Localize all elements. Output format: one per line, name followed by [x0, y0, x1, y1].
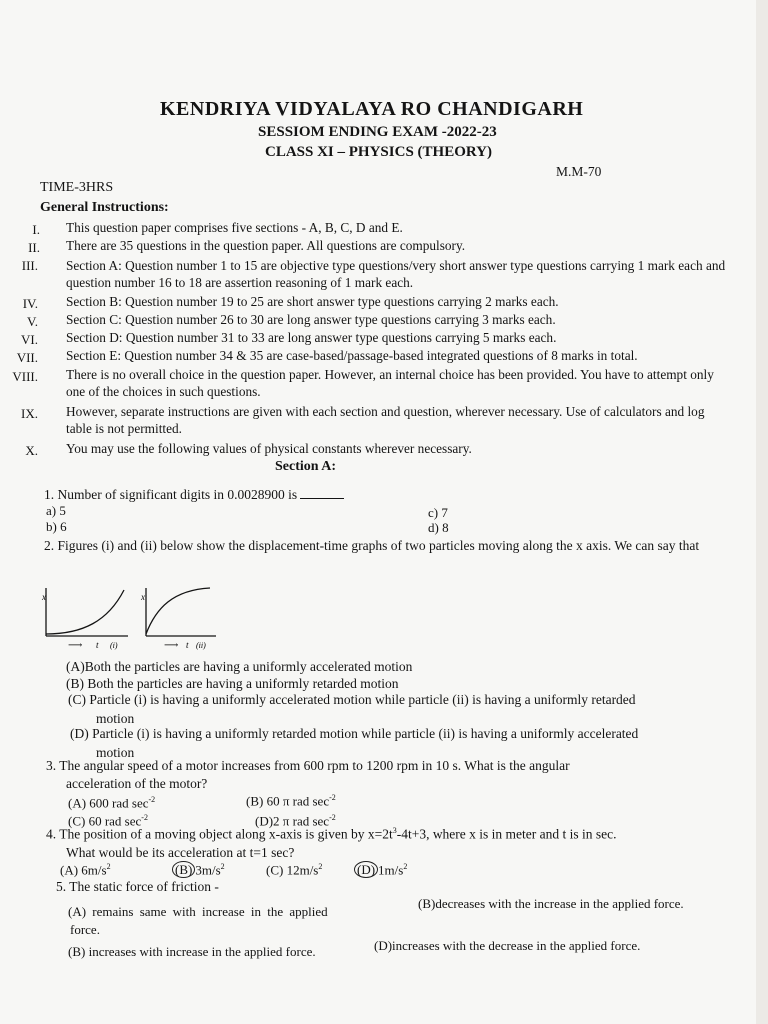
question-5-text: 5. The static force of friction -	[56, 879, 219, 894]
instruction-text: Section C: Question number 26 to 30 are long answer type questions carrying 3 marks each.	[66, 312, 556, 327]
instruction-text: This question paper comprises five sections - A, B, C, D and E.	[66, 220, 403, 235]
instruction-number: X.	[25, 443, 38, 458]
instruction-number: IX.	[21, 406, 38, 421]
q2-option-d: (D) Particle (i) is having a uniformly retarded motion while particle (ii) is having a uniformly accelerated	[70, 726, 639, 741]
instruction-text: You may use the following values of physical constants wherever necessary.	[66, 441, 472, 456]
exam-title: SESSIOM ENDING EXAM -2022-23	[258, 124, 497, 140]
curve-i	[46, 590, 124, 634]
q3-option-c: (C) 60 rad $\sec^{-2}$	[68, 813, 148, 829]
graph-i-tag: (i)	[110, 641, 118, 650]
q5-option-b-right: (B)decreases with the increase in the applied force.	[418, 896, 684, 911]
instruction-text: However, separate instructions are given with each section and question, wherever necessary. Use of calculators and log table is not permitted.	[66, 404, 705, 436]
q4-option-d: (D) $1m/s^2$	[354, 862, 407, 878]
instruction-number: V.	[27, 314, 38, 329]
class-title: CLASS XI – PHYSICS (THEORY)	[265, 144, 493, 160]
graph-ii-tag: (ii)	[196, 641, 206, 650]
instruction-text: There is no overall choice in the question paper. However, an internal choice has been provided. You have to attempt only one of the choices in such questions.	[66, 367, 714, 399]
answer-blank	[300, 486, 344, 499]
graph-ii-xlabel: t	[186, 640, 189, 650]
graph-i-ylabel: x	[42, 592, 46, 602]
q5-option-a: (A) remains same with increase in the applied	[68, 904, 328, 919]
q1-option-c: c) 7	[428, 505, 448, 520]
q3-option-a: (A) 600 rad $\sec^{-2}$	[68, 795, 156, 811]
q4-option-c: (C) $12m/s^2$	[266, 862, 323, 878]
graph-i-xlabel: t	[96, 640, 99, 650]
question-1-text: 1. Number of significant digits in 0.0028900 is	[44, 487, 298, 502]
q2-option-c-cont: motion	[96, 711, 135, 726]
instruction-number: III.	[21, 258, 38, 273]
svg-text:⟶: ⟶	[164, 640, 179, 651]
q2-option-b: (B) Both the particles are having a uniformly retarded motion	[66, 676, 399, 691]
q4-option-a: (A) $6m/s^2$	[60, 862, 111, 878]
instruction-number: VI.	[21, 332, 38, 347]
answer-mark-circle: (B)	[172, 861, 195, 878]
curve-ii	[146, 588, 210, 634]
svg-text:⟶: ⟶	[68, 640, 83, 651]
question-3-text-cont: acceleration of the motor?	[66, 776, 208, 791]
q4-option-b: (B) $3m/s^2$	[172, 862, 225, 878]
q1-option-b: b) 6	[46, 519, 67, 534]
instruction-number: VII.	[16, 350, 38, 365]
q5-option-b-left: (B) increases with increase in the applied force.	[68, 944, 316, 959]
instruction-number: II.	[28, 240, 40, 255]
paper-edge	[756, 0, 768, 1024]
instruction-text: There are 35 questions in the question paper. All questions are compulsory.	[66, 238, 466, 253]
instruction-text: Section E: Question number 34 & 35 are case-based/passage-based integrated questions of 8 marks in total.	[66, 348, 638, 363]
q2-option-c: (C) Particle (i) is having a uniformly accelerated motion while particle (ii) is having a uniformly retarded	[68, 692, 636, 707]
time-allowed: TIME-3HRS	[40, 180, 114, 195]
answer-mark-circle: (D)	[354, 861, 378, 878]
displacement-time-graphs	[38, 576, 218, 654]
instruction-text: Section B: Question number 19 to 25 are short answer type questions carrying 2 marks each.	[66, 294, 559, 309]
section-a-heading: Section A:	[275, 459, 337, 474]
max-marks: M.M-70	[556, 164, 602, 179]
q5-option-a-cont: force.	[70, 922, 100, 937]
graph-ii-ylabel: x	[141, 592, 145, 602]
instruction-text: Section D: Question number 31 to 33 are long answer type questions carrying 5 marks each.	[66, 330, 557, 345]
question-3-text: 3. The angular speed of a motor increases from 600 rpm to 1200 rpm in 10 s. What is the angular	[46, 758, 570, 773]
instruction-number: I.	[32, 222, 40, 237]
instruction-number: IV.	[22, 296, 38, 311]
instruction-number: VIII.	[12, 369, 38, 384]
question-4-text: 4. The position of a moving object along x-axis is given by $x=2t^3-4t+3$, where x is in meter and t is in sec.	[46, 826, 617, 842]
q1-option-a: a) 5	[46, 503, 66, 518]
graph-i	[41, 588, 128, 651]
q2-option-d-cont: motion	[96, 745, 135, 760]
q5-option-d: (D)increases with the decrease in the applied force.	[374, 938, 641, 953]
graph-ii	[140, 588, 216, 651]
instruction-text: Section A: Question number 1 to 15 are objective type questions/very short answer type questions carrying 1 mark each and question number 16 to 18 are assertion reasoning of 1 mark each.	[66, 258, 726, 290]
question-1	[44, 486, 344, 503]
q3-option-b: (B) 60 π rad $\sec^{-2}$	[246, 793, 336, 809]
q3-option-d: (D)2 π rad $\sec^{-2}$	[255, 813, 336, 829]
question-2-text: 2. Figures (i) and (ii) below show the displacement-time graphs of two particles moving along the x axis. We can say that	[44, 538, 700, 553]
question-4-text-cont: What would be its acceleration at t=1 sec?	[66, 845, 295, 860]
q2-option-a: (A)Both the particles are having a uniformly accelerated motion	[66, 659, 413, 674]
school-title: KENDRIYA VIDYALAYA RO CHANDIGARH	[160, 98, 584, 120]
q1-option-d: d) 8	[428, 520, 449, 535]
instructions-heading: General Instructions:	[40, 200, 169, 215]
